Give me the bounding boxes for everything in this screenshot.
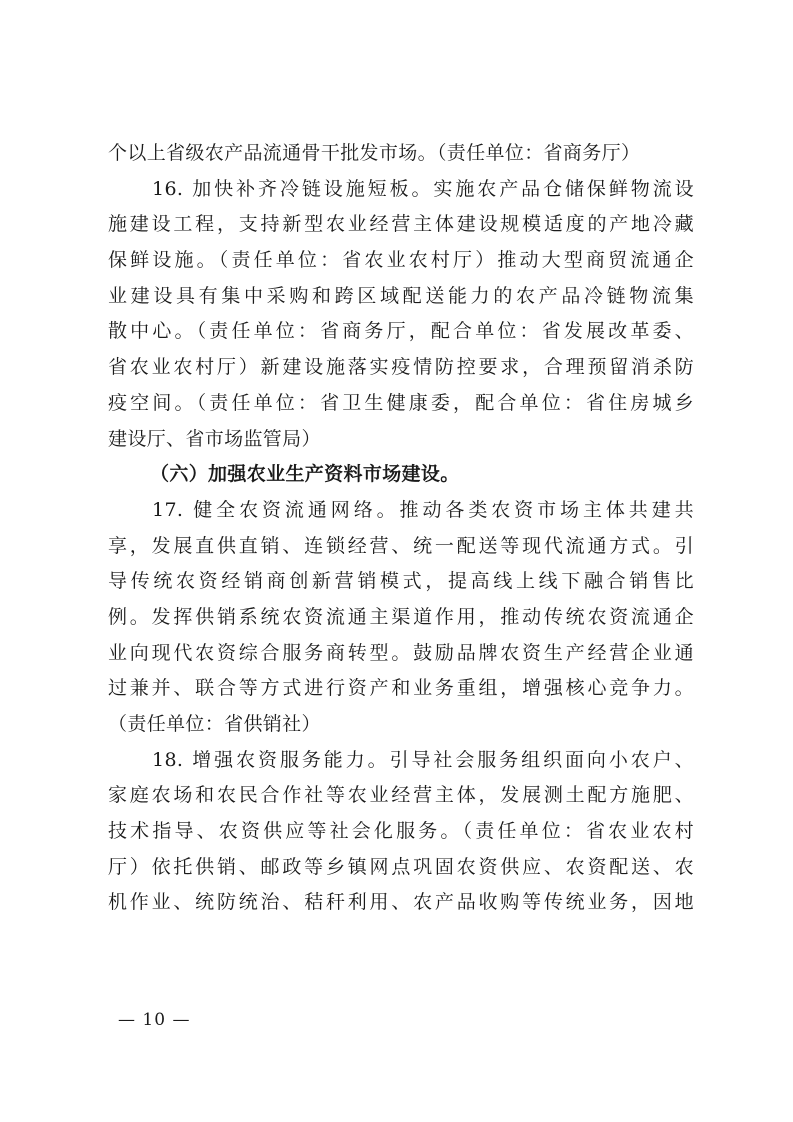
text-line: 建设厅、省市场监管局） bbox=[108, 427, 321, 450]
text-line: 疫空间。（责任单位：省卫生健康委，配合单位：省住房城乡 bbox=[108, 391, 694, 414]
text-line: 个以上省级农产品流通骨干批发市场。（责任单位：省商务厅） bbox=[108, 142, 641, 164]
text-line: 17. 健全农资流通网络。推动各类农资市场主体共建共 bbox=[152, 498, 694, 521]
text-line: 机作业、统防统治、秸秆利用、农产品收购等传统业务，因地 bbox=[108, 891, 694, 914]
text-line: 18. 增强农资服务能力。引导社会服务组织面向小农户、 bbox=[152, 748, 694, 771]
text-line: 保鲜设施。（责任单位：省农业农村厅）推动大型商贸流通企 bbox=[108, 249, 694, 272]
text-line: 厅）依托供销、邮政等乡镇网点巩固农资供应、农资配送、农 bbox=[108, 855, 694, 878]
text-line: 导传统农资经销商创新营销模式，提高线上线下融合销售比 bbox=[108, 570, 694, 593]
text-line: 业向现代农资综合服务商转型。鼓励品牌农资生产经营企业通 bbox=[108, 641, 694, 664]
text-line: 省农业农村厅）新建设施落实疫情防控要求，合理预留消杀防 bbox=[108, 356, 694, 379]
text-line: 施建设工程，支持新型农业经营主体建设规模适度的产地冷藏 bbox=[108, 213, 694, 236]
text-line: 家庭农场和农民合作社等农业经营主体，发展测土配方施肥、 bbox=[108, 784, 694, 807]
text-line: 例。发挥供销系统农资流通主渠道作用，推动传统农资流通企 bbox=[108, 605, 694, 628]
text-line: 过兼并、联合等方式进行资产和业务重组，增强核心竞争力。 bbox=[108, 677, 694, 700]
text-line: 业建设具有集中采购和跨区域配送能力的农产品冷链物流集 bbox=[108, 284, 694, 307]
text-line: 享，发展直供直销、连锁经营、统一配送等现代流通方式。引 bbox=[108, 534, 694, 557]
text-line: 技术指导、农资供应等社会化服务。（责任单位：省农业农村 bbox=[108, 820, 694, 843]
section-heading: （六）加强农业生产资料市场建设。 bbox=[150, 463, 460, 486]
text-line: 16. 加快补齐冷链设施短板。实施农产品仓储保鲜物流设 bbox=[152, 177, 694, 200]
text-line: （责任单位：省供销社） bbox=[108, 713, 321, 735]
body-text bbox=[108, 136, 694, 921]
page-number: — 10 — bbox=[118, 1010, 191, 1030]
text-line: 散中心。（责任单位：省商务厅，配合单位：省发展改革委、 bbox=[108, 320, 694, 343]
